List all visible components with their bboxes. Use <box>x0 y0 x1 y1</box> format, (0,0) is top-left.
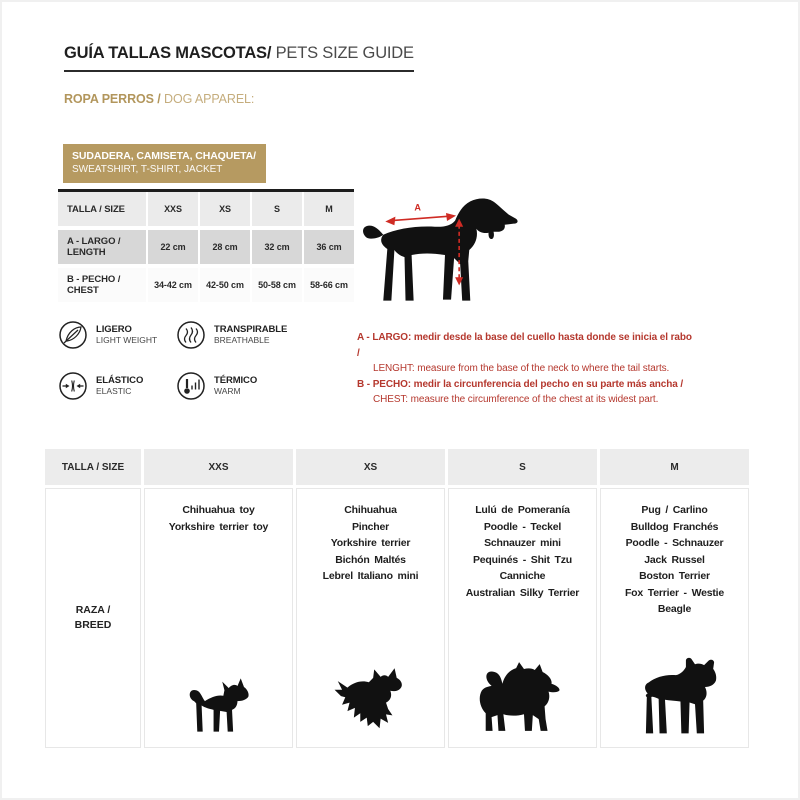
garment-type-en: SWEATSHIRT, T-SHIRT, JACKET <box>72 164 223 175</box>
breed-cell-s <box>448 488 597 748</box>
breed-list-s <box>466 489 579 601</box>
length-s: 32 cm <box>252 230 302 264</box>
page-title-en: PETS SIZE GUIDE <box>271 44 414 62</box>
feature-elastic <box>58 371 176 401</box>
breed-cell-m <box>600 488 749 748</box>
feature-sublabel: WARM <box>214 386 241 396</box>
feature-label: LIGERO <box>96 324 132 335</box>
length-row-label: A - LARGO / LENGTH <box>58 230 146 264</box>
breed-list-xs <box>323 489 419 585</box>
breed-cell-xxs <box>144 488 293 748</box>
measurement-notes <box>357 330 692 408</box>
note-chest-es: B - PECHO: medir la circunferencia del pecho en su parte más ancha / <box>357 378 684 390</box>
category-subtitle-en: DOG APPAREL: <box>164 92 255 106</box>
breathable-icon <box>176 320 206 350</box>
length-xs: 28 cm <box>200 230 250 264</box>
breed-item: Pug / Carlino <box>641 504 708 516</box>
size-table-header-m: M <box>304 192 354 226</box>
chest-s: 50-58 cm <box>252 268 302 302</box>
breed-item: Jack Russel <box>644 553 705 566</box>
pomeranian-silhouette-icon <box>470 660 576 737</box>
breed-table-header-label: TALLA / SIZE <box>45 449 141 485</box>
breed-row-label-es: RAZA / <box>75 604 111 616</box>
feature-label: TRANSPIRABLE <box>214 324 288 335</box>
size-table-header-label: TALLA / SIZE <box>58 192 146 226</box>
page-title-es: GUÍA TALLAS MASCOTAS/ <box>64 44 272 62</box>
breed-item: Lebrel Italiano mini <box>322 570 419 582</box>
breed-item: Bichón Maltés <box>335 553 406 566</box>
dog-slot-m <box>601 657 748 747</box>
length-xxs: 22 cm <box>148 230 198 264</box>
dog-slot-xs <box>297 666 444 747</box>
feature-lightweight <box>58 320 176 350</box>
breed-item: Canniche <box>499 570 546 582</box>
category-subtitle <box>64 92 254 106</box>
size-table-length-row <box>58 230 354 264</box>
breed-item: Yorkshire terrier toy <box>168 520 269 533</box>
size-table <box>58 189 354 302</box>
breed-table-header-xs: XS <box>296 449 445 485</box>
breed-table-header-m: M <box>600 449 749 485</box>
labrador-silhouette-icon <box>360 193 532 309</box>
breed-cell-xs <box>296 488 445 748</box>
breed-item: Schnauzer mini <box>484 537 561 549</box>
feature-warm <box>176 371 287 401</box>
breed-table-body-row <box>45 488 753 748</box>
dog-slot-s <box>449 660 596 747</box>
chest-xs: 42-50 cm <box>200 268 250 302</box>
note-length-en: LENGHT: measure from the base of the neck to where the tail starts. <box>373 363 670 374</box>
length-arrow <box>385 203 456 226</box>
breed-item: Australian Silky Terrier <box>465 586 580 599</box>
breed-item: Poodle - Schnauzer <box>625 537 724 549</box>
size-table-header-xs: XS <box>200 192 250 226</box>
elastic-icon <box>58 371 88 401</box>
breed-item: Pincher <box>351 520 390 533</box>
breed-list-m <box>625 489 724 618</box>
breed-item: Bulldog Franchés <box>630 520 719 533</box>
breed-item: Fox Terrier - Westie <box>624 586 725 599</box>
feature-label: TÉRMICO <box>214 375 258 386</box>
breed-item: Boston Terrier <box>639 570 710 582</box>
breed-item: Poodle - Teckel <box>483 520 562 533</box>
note-chest-en: CHEST: measure the circumference of the chest at its widest part. <box>373 394 659 405</box>
thermometer-icon <box>176 371 206 401</box>
chest-row-label: B - PECHO / CHEST <box>58 268 146 302</box>
chihuahua-silhouette-icon <box>184 674 254 737</box>
breed-item: Lulú de Pomeranía <box>475 504 570 516</box>
longhair-chihuahua-silhouette-icon <box>326 666 416 737</box>
breed-list-xxs <box>169 489 268 535</box>
feature-sublabel: LIGHT WEIGHT <box>96 335 158 345</box>
feature-label: ELÁSTICO <box>96 375 144 386</box>
feature-sublabel: BREATHABLE <box>214 335 270 345</box>
breed-table <box>45 449 753 748</box>
page-title <box>64 44 414 72</box>
breed-row-label-en: BREED <box>74 619 112 631</box>
breed-item: Pequinés - Shit Tzu <box>472 553 573 566</box>
measurement-diagram <box>360 193 532 314</box>
garment-type-es: SUDADERA, CAMISETA, CHAQUETA/ <box>72 150 256 162</box>
breed-table-header-row <box>45 449 753 485</box>
breed-item: Beagle <box>657 603 692 615</box>
chest-xxs: 34-42 cm <box>148 268 198 302</box>
length-m: 36 cm <box>304 230 354 264</box>
breed-table-header-s: S <box>448 449 597 485</box>
size-table-header-row <box>58 192 354 226</box>
feature-breathable <box>176 320 287 350</box>
breed-item: Chihuahua <box>344 504 397 516</box>
size-table-header-s: S <box>252 192 302 226</box>
french-bulldog-silhouette-icon <box>631 657 719 737</box>
category-subtitle-es: ROPA PERROS / <box>64 92 165 106</box>
chest-m: 58-66 cm <box>304 268 354 302</box>
breed-table-header-xxs: XXS <box>144 449 293 485</box>
size-table-header-xxs: XXS <box>148 192 198 226</box>
feather-icon <box>58 320 88 350</box>
note-length-es: A - LARGO: medir desde la base del cuello hasta donde se inicia el rabo / <box>357 332 692 359</box>
size-table-chest-row <box>58 268 354 302</box>
feature-sublabel: ELASTIC <box>96 386 132 396</box>
breed-item: Yorkshire terrier <box>330 537 411 549</box>
breed-item: Chihuahua toy <box>182 504 255 516</box>
garment-type-banner <box>63 144 266 183</box>
dog-slot-xxs <box>145 674 292 747</box>
breed-row-label <box>45 488 141 748</box>
svg-text:A: A <box>414 202 421 213</box>
feature-list <box>58 320 287 401</box>
